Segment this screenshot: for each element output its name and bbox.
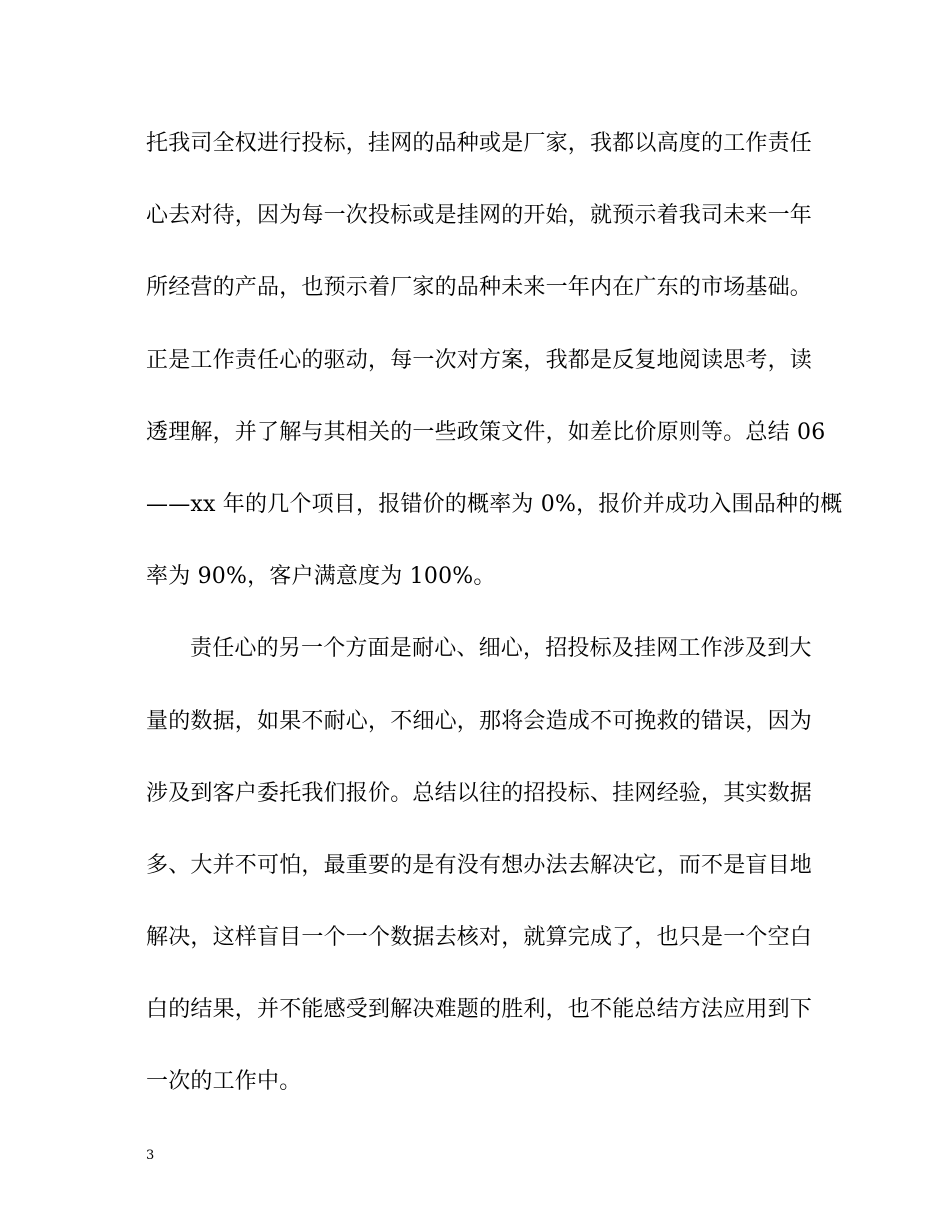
text-line: 涉及到客户委托我们报价。总结以往的招投标、挂网经验，其实数据 xyxy=(146,780,813,806)
text-line: 量的数据，如果不耐心，不细心，那将会造成不可挽救的错误，因为 xyxy=(146,708,813,734)
paragraph-first-line: 责任心的另一个方面是耐心、细心，招投标及挂网工作涉及到大 xyxy=(190,636,812,662)
text-line: 心去对待，因为每一次投标或是挂网的开始，就预示着我司未来一年 xyxy=(146,203,813,229)
text-line: 一次的工作中。 xyxy=(146,1069,302,1095)
text-line: 托我司全权进行投标，挂网的品种或是厂家，我都以高度的工作责任 xyxy=(146,131,813,156)
text-line: 所经营的产品，也预示着厂家的品种未来一年内在广东的市场基础。 xyxy=(146,275,813,301)
text-line: 透理解，并了解与其相关的一些政策文件，如差比价原则等。总结 06 xyxy=(146,419,826,445)
text-line: 率为 90%，客户满意度为 100%。 xyxy=(146,564,496,590)
text-line: 白的结果，并不能感受到解决难题的胜利，也不能总结方法应用到下 xyxy=(146,997,813,1023)
body-text xyxy=(146,118,843,1129)
text-line: 正是工作责任心的驱动，每一次对方案，我都是反复地阅读思考，读 xyxy=(146,347,813,373)
text-line: ——xx 年的几个项目，报错价的概率为 0%，报价并成功入围品种的概 xyxy=(146,491,843,517)
text-line: 多、大并不可怕，最重要的是有没有想办法去解决它，而不是盲目地 xyxy=(146,852,813,878)
text-line: 解决，这样盲目一个一个数据去核对，就算完成了，也只是一个空白 xyxy=(146,925,813,951)
page-number: 3 xyxy=(146,1148,155,1163)
